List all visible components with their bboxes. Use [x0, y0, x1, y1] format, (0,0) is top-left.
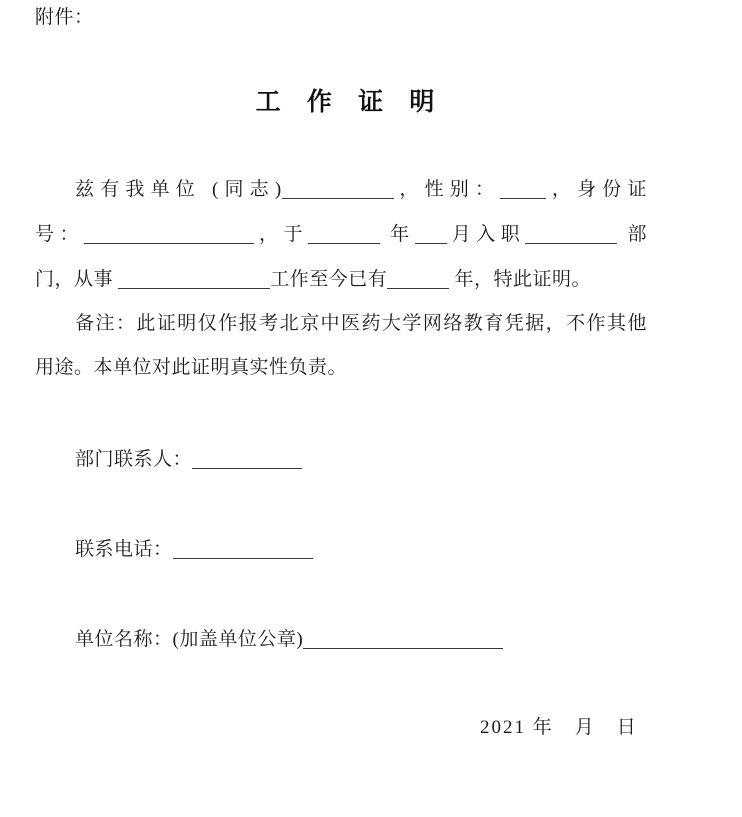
- text-segment: ，性别：: [393, 179, 501, 200]
- blank-underline: [525, 240, 617, 244]
- blank-underline: [282, 195, 394, 199]
- company-name-line: [75, 626, 635, 653]
- blank-underline: [118, 285, 270, 289]
- contact-person-line: [75, 446, 635, 473]
- blank-underline: [500, 195, 546, 199]
- text-segment: 月入职: [446, 224, 526, 245]
- text-segment: 联系电话：: [75, 539, 173, 560]
- text-segment: ，于: [254, 224, 308, 245]
- text-segment: 门，从事: [35, 269, 119, 290]
- body-paragraph-line2: [35, 221, 647, 248]
- body-paragraph-line3: [35, 266, 647, 293]
- text-segment: 部: [617, 224, 647, 245]
- document-title: 工 作 证 明: [255, 89, 445, 116]
- text-segment: 兹有我单位 (同志): [75, 179, 282, 200]
- contact-phone-line: [75, 536, 635, 563]
- text-segment: 单位名称：(加盖单位公章): [75, 629, 304, 650]
- text-segment: 年: [379, 224, 415, 245]
- text-segment: 年，特此证明。: [449, 269, 592, 290]
- text-segment: 号：: [35, 224, 84, 245]
- date-line: 2021 年 月 日: [480, 717, 638, 738]
- attachment-label: 附件：: [35, 7, 94, 28]
- blank-underline: [303, 645, 503, 649]
- blank-underline: [173, 555, 313, 559]
- text-segment: ，身份证: [546, 179, 647, 200]
- body-paragraph-line1: [35, 176, 647, 203]
- note-line2: 用途。本单位对此证明真实性负责。: [35, 357, 348, 378]
- blank-underline: [415, 240, 447, 244]
- text-segment: 工作至今已有: [270, 269, 388, 290]
- blank-underline: [308, 240, 380, 244]
- note-line1: 备注：此证明仅作报考北京中医药大学网络教育凭据，不作其他: [75, 313, 647, 334]
- blank-underline: [387, 285, 449, 289]
- text-segment: 部门联系人：: [75, 449, 193, 470]
- blank-underline: [192, 465, 302, 469]
- blank-underline: [84, 240, 254, 244]
